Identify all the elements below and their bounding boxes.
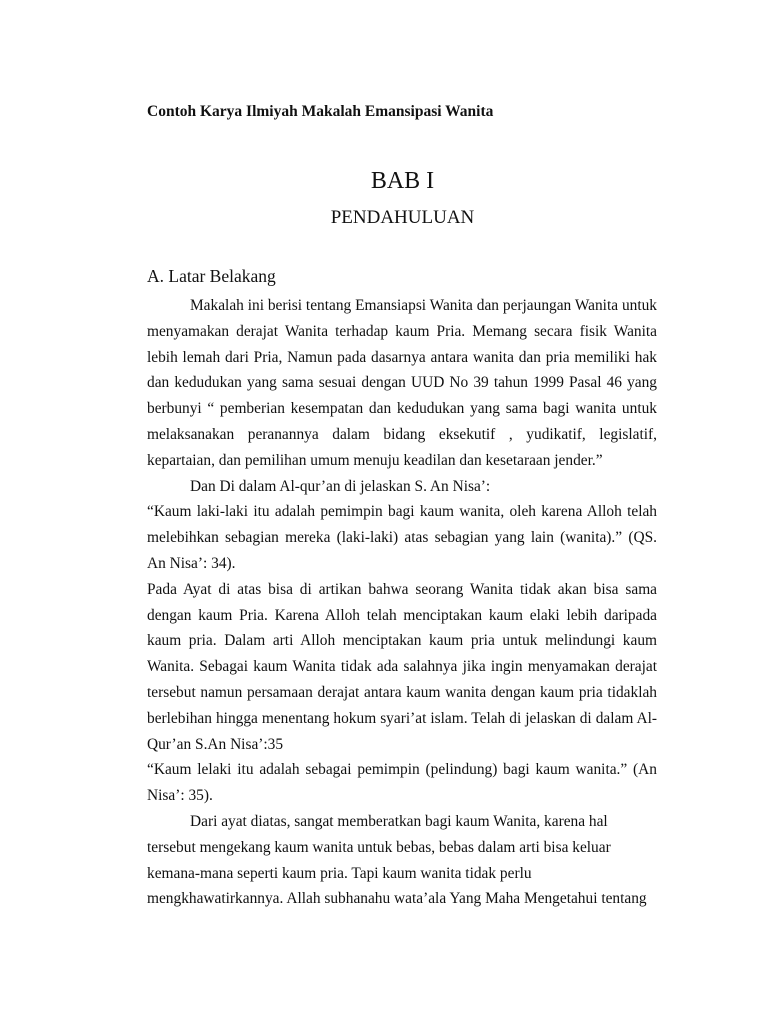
quote-an-nisa-35: “Kaum lelaki itu adalah sebagai pemimpin (pelindung) bagi kaum wanita.” (An Nisa’: 35). [147, 761, 657, 805]
document-body [147, 293, 657, 912]
chapter-number: BAB I [370, 168, 435, 194]
section-heading: A. Latar Belakang [147, 266, 276, 286]
quote-an-nisa-34: “Kaum laki-laki itu adalah pemimpin bagi kaum wanita, oleh karena Alloh telah melebihkan sebagian mereka (laki-laki) atas sebagian yang lain (wanita).” (QS. An Nisa’: 34). [147, 503, 657, 572]
paragraph-quran-intro: Dan Di dalam Al-qur’an di jelaskan S. An Nisa’: [190, 477, 491, 495]
paragraph-conclusion: Dari ayat diatas, sangat memberatkan bagi kaum Wanita, karena hal tersebut mengekang kaum wanita untuk bebas, bebas dalam arti bisa keluar kemana-mana seperti kaum pria. Tapi kaum wanita tidak perlu mengkhawatirkannya. Allah subhanahu wata’ala Yang Maha Mengetahui tentang [147, 812, 647, 908]
document-title: Contoh Karya Ilmiyah Makalah Emansipasi Wanita [147, 103, 494, 120]
paragraph-background: Makalah ini berisi tentang Emansiapsi Wanita dan perjaungan Wanita untuk menyamakan derajat Wanita terhadap kaum Pria. Memang secara fisik Wanita lebih lemah dari Pria, Namun pada dasarnya antara wanita dan pria memiliki hak dan kedudukan yang sama sesuai dengan UUD No 39 tahun 1999 Pasal 46 yang berbunyi “ pemberian kesempatan dan kedudukan yang sama bagi wanita untuk melaksanakan peranannya dalam bidang eksekutif , yudikatif, legislatif, kepartaian, dan pemilihan umum menuju keadilan dan kesetaraan jender.” [147, 297, 657, 469]
chapter-title: PENDAHULUAN [330, 207, 475, 228]
paragraph-interpretation: Pada Ayat di atas bisa di artikan bahwa seorang Wanita tidak akan bisa sama dengan kaum Pria. Karena Alloh telah menciptakan kaum elaki lebih daripada kaum pria. Dalam arti Alloh menciptakan kaum pria untuk melindungi kaum Wanita. Sebagai kaum Wanita tidak ada salahnya jika ingin menyamakan derajat tersebut namun persamaan derajat antara kaum wanita dengan kaum pria tidaklah berlebihan hingga menentang hokum syari’at islam. Telah di jelaskan di dalam Al-Qur’an S.An Nisa’:35 [147, 580, 657, 753]
